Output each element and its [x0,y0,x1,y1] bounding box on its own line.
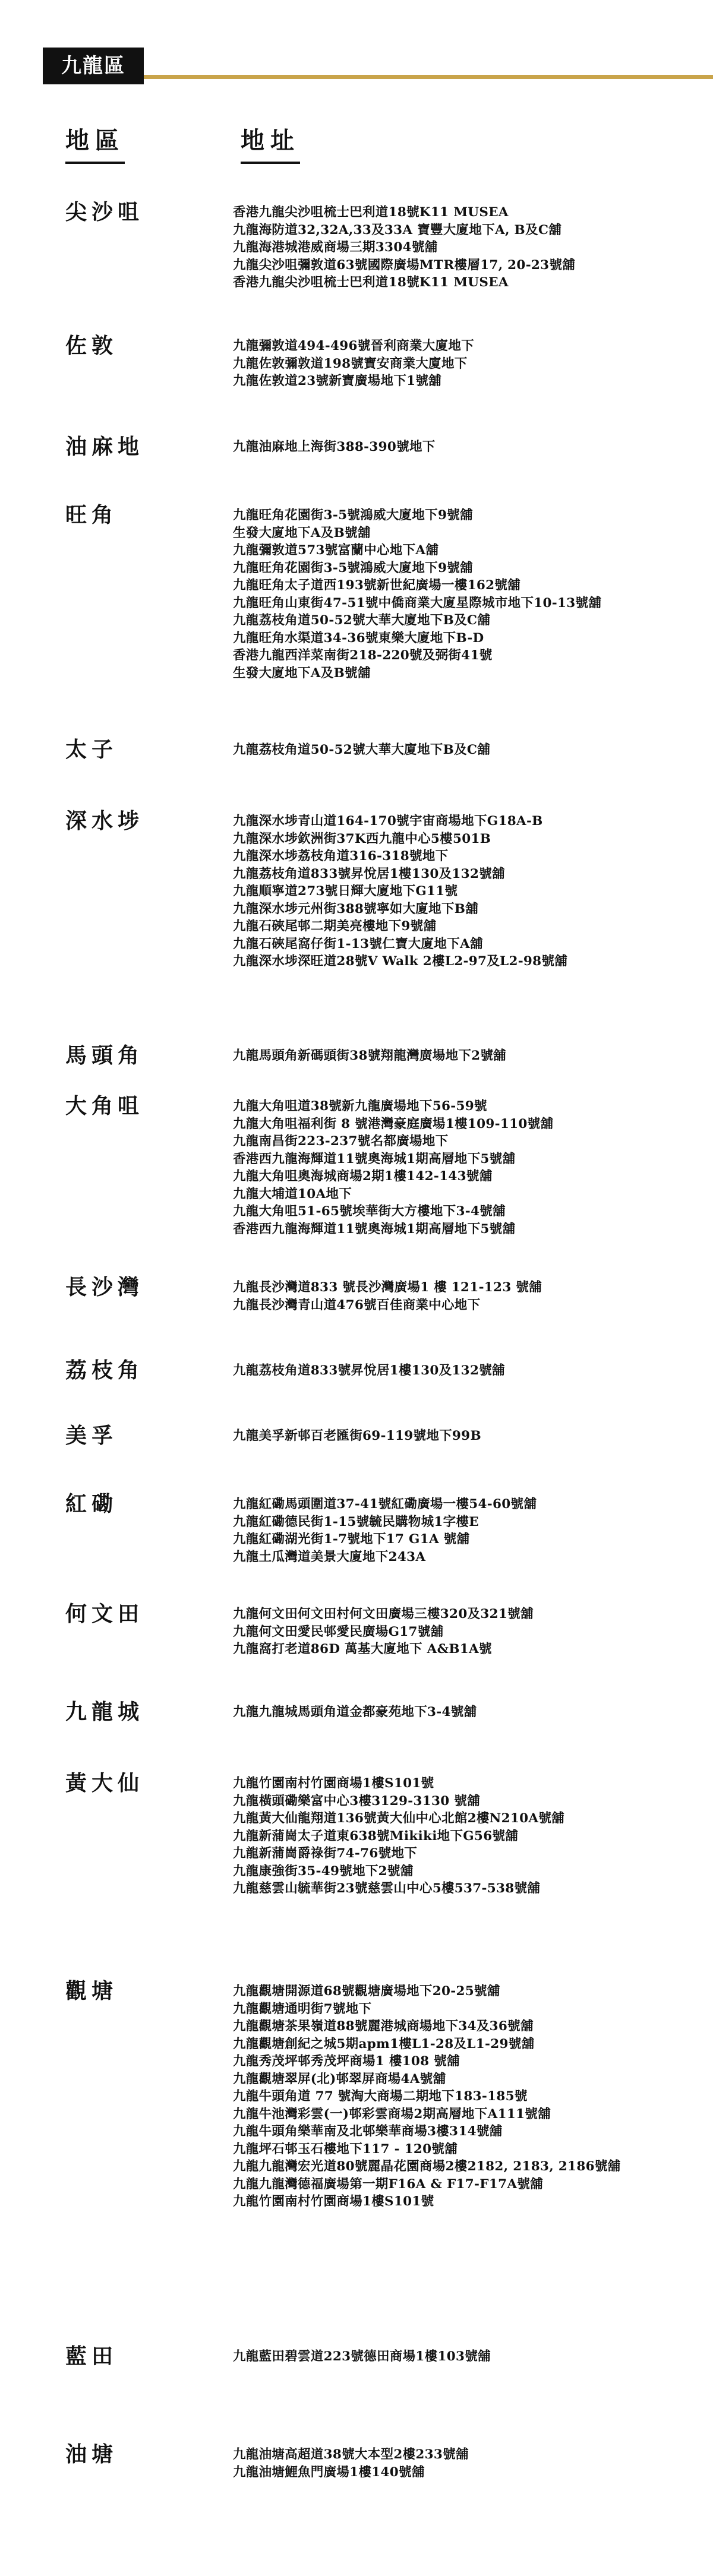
address-line: 九龍牛池灣彩雲(一)邨彩雲商場2期高層地下A111號舖 [233,2106,551,2122]
address-line: 九龍藍田碧雲道223號德田商場1樓103號舖 [233,2349,491,2364]
address-list [233,1098,696,1238]
address-line: 九龍荔枝角道833號昇悅居1樓130及132號舖 [233,866,505,881]
address-line: 九龍大埔道10A地下 [233,1186,352,1202]
address-list [233,1775,696,1898]
address-line: 九龍康強街35-49號地下2號舖 [233,1863,414,1879]
district-name: 佐敦 [65,333,118,358]
address-line: 九龍長沙灣道833 號長沙灣廣場1 樓 121-123 號舖 [233,1280,542,1295]
address-line: 九龍深水埗青山道164-170號宇宙商場地下G18A-B [233,814,543,829]
address-list [233,2348,696,2366]
address-line: 九龍油麻地上海街388-390號地下 [233,440,436,454]
district-name: 尖沙咀 [65,200,144,225]
address-line: 九龍橫頭磡樂富中心3樓3129-3130 號舖 [233,1793,480,1809]
address-line: 九龍竹園南村竹園商場1樓S101號 [233,2194,434,2209]
district-name: 何文田 [65,1601,144,1626]
address-line: 九龍紅磡湖光街1-7號地下17 G1A 號舖 [233,1532,470,1547]
region-divider-line [144,75,713,79]
address-line: 九龍九龍城馬頭角道金都豪苑地下3-4號舖 [233,1705,477,1720]
address-line: 九龍深水埗欽洲街37K西九龍中心5樓501B [233,831,491,846]
column-header-address [241,122,300,163]
district-name: 美孚 [65,1423,118,1448]
region-title: 九龍區 [43,48,144,84]
address-list [233,1496,696,1566]
district-name: 旺角 [65,502,118,527]
address-line: 生發大廈地下A及B號舖 [233,665,371,681]
address-line: 九龍彌敦道573號富蘭中心地下A舖 [233,543,439,558]
address-line: 九龍旺角太子道西193號新世紀廣場一樓162號舖 [233,578,520,593]
address-line: 九龍海防道32,32A,33及33A 寶豐大廈地下A, B及C舖 [233,222,562,238]
address-line: 九龍牛頭角道 77 號淘大商場二期地下183-185號 [233,2089,528,2104]
address-line: 九龍石硤尾邨二期美亮樓地下9號舖 [233,919,437,934]
district-name: 黃大仙 [65,1771,144,1796]
address-line: 九龍九龍灣德福廣場第一期F16A & F17-F17A號舖 [233,2176,543,2192]
address-line: 九龍長沙灣青山道476號百佳商業中心地下 [233,1297,481,1313]
address-line: 九龍紅磡德民街1-15號毓民購物城1字樓E [233,1514,479,1529]
address-list [233,1279,696,1314]
district-name: 藍田 [65,2344,118,2369]
address-line: 九龍黃大仙龍翔道136號黃大仙中心北館2樓N210A號舖 [233,1811,564,1826]
address-line: 九龍大角咀道38號新九龍廣場地下56-59號 [233,1099,487,1114]
region-header-bar [43,48,713,84]
address-line: 九龍南昌街223-237號名都廣場地下 [233,1134,449,1149]
address-line: 九龍深水埗元州街388號寧如大廈地下B舖 [233,901,479,916]
address-line: 香港西九龍海輝道11號奧海城1期高層地下5號舖 [233,1221,516,1237]
address-list [233,1983,696,2211]
address-line: 九龍海港城港威商場三期3304號舖 [233,240,438,255]
district-name: 深水埗 [65,808,144,833]
address-line: 九龍石硤尾窩仔街1-13號仁寶大廈地下A舖 [233,936,483,952]
address-line: 九龍大角咀奧海城商場2期1樓142-143號舖 [233,1169,493,1184]
address-line: 九龍旺角水渠道34-36號東樂大廈地下B-D [233,630,484,646]
address-line: 九龍尖沙咀彌敦道63號國際廣場MTR樓層17, 20-23號舖 [233,257,576,273]
address-list [233,1427,696,1445]
address-list [233,1047,696,1065]
address-line: 九龍何文田何文田村何文田廣場三樓320及321號舖 [233,1607,534,1622]
column-header-district [65,122,125,163]
district-name: 馬頭角 [65,1043,144,1068]
address-line: 香港九龍西洋菜南街218-220號及弼街41號 [233,648,493,663]
address-line: 九龍荔枝角道50-52號大華大廈地下B及C舖 [233,613,491,628]
address-line: 九龍油塘鯉魚門廣場1樓140號舖 [233,2464,425,2480]
address-list [233,813,696,971]
address-line: 九龍旺角山東街47-51號中僑商業大廈星際城市地下10-13號舖 [233,595,602,611]
address-list [233,741,696,759]
address-line: 九龍牛頭角樂華南及北邨樂華商場3樓314號舖 [233,2124,503,2139]
address-line: 九龍觀塘翠屏(北)邨翠屏商場4A號舖 [233,2071,446,2087]
district-name: 荔枝角 [65,1358,144,1383]
address-line: 九龍觀塘開源道68號觀塘廣場地下20-25號舖 [233,1984,500,1999]
address-line: 九龍大角咀51-65號埃華街大方樓地下3-4號舖 [233,1204,506,1219]
address-header-label: 地址 [241,122,300,164]
address-list [233,337,696,390]
address-line: 九龍旺角花園街3-5號鴻威大廈地下9號舖 [233,560,473,576]
address-line: 九龍佐敦彌敦道198號寶安商業大廈地下 [233,356,468,371]
address-line: 九龍何文田愛民邨愛民廣場G17號舖 [233,1624,444,1639]
district-name: 大角咀 [65,1093,144,1118]
address-line: 九龍深水埗深旺道28號V Walk 2樓L2-97及L2-98號舖 [233,954,568,969]
district-name: 太子 [65,737,118,762]
address-line: 九龍美孚新邨百老匯街69-119號地下99B [233,1428,481,1443]
address-line: 九龍竹園南村竹園商場1樓S101號 [233,1776,434,1791]
address-line: 九龍新蒲崗太子道東638號Mikiki地下G56號舖 [233,1828,519,1844]
address-line: 香港九龍尖沙咀梳士巴利道18號K11 MUSEA [233,275,509,290]
address-list [233,1362,696,1380]
address-list [233,2446,696,2481]
district-name: 紅磡 [65,1491,118,1516]
district-name: 油麻地 [65,434,144,459]
district-header-label: 地區 [65,122,125,164]
address-line: 九龍新蒲崗爵祿街74-76號地下 [233,1846,418,1861]
address-line: 九龍土瓜灣道美景大廈地下243A [233,1549,426,1564]
address-line: 九龍觀塘通明街7號地下 [233,2001,372,2016]
address-line: 九龍觀塘創紀之城5期apm1樓L1-28及L1-29號舖 [233,2036,535,2052]
address-line: 九龍荔枝角道50-52號大華大廈地下B及C舖 [233,742,491,757]
district-name: 九龍城 [65,1699,144,1724]
address-line: 九龍佐敦道23號新寶廣場地下1號舖 [233,374,441,388]
address-line: 九龍坪石邨玉石樓地下117 - 120號舖 [233,2141,458,2157]
address-line: 九龍旺角花園街3-5號鴻威大廈地下9號舖 [233,508,473,523]
district-name: 油塘 [65,2442,118,2467]
address-list [233,1605,696,1658]
address-line: 生發大廈地下A及B號舖 [233,525,371,541]
address-line: 九龍馬頭角新碼頭街38號翔龍灣廣場地下2號舖 [233,1048,506,1063]
address-line: 九龍大角咀福利街 8 號港灣豪庭廣場1樓109-110號舖 [233,1116,554,1131]
address-line: 九龍荔枝角道833號昇悅居1樓130及132號舖 [233,1363,505,1378]
address-list [233,204,696,292]
address-list [233,1703,696,1721]
address-line: 香港西九龍海輝道11號奧海城1期高層地下5號舖 [233,1151,516,1167]
address-line: 九龍彌敦道494-496號晉利商業大廈地下 [233,339,474,353]
address-line: 九龍深水埗荔枝角道316-318號地下 [233,849,449,864]
address-line: 九龍窩打老道86D 萬基大廈地下 A&B1A號 [233,1642,492,1657]
district-name: 觀塘 [65,1978,118,2003]
address-line: 九龍順寧道273號日輝大廈地下G11號 [233,884,458,899]
address-line: 九龍慈雲山毓華街23號慈雲山中心5樓537-538號舖 [233,1881,541,1896]
address-line: 九龍九龍灣宏光道80號麗晶花園商場2樓2182, 2183, 2186號舖 [233,2159,621,2174]
address-line: 九龍油塘高超道38號大本型2樓233號舖 [233,2447,469,2462]
address-line: 香港九龍尖沙咀梳士巴利道18號K11 MUSEA [233,205,509,220]
address-list [233,438,696,456]
address-line: 九龍秀茂坪邨秀茂坪商場1 樓108 號舖 [233,2054,460,2069]
district-name: 長沙灣 [65,1275,144,1300]
address-list [233,507,696,682]
address-line: 九龍觀塘茶果嶺道88號麗港城商場地下34及36號舖 [233,2019,534,2034]
address-line: 九龍紅磡馬頭圍道37-41號紅磡廣場一樓54-60號舖 [233,1497,537,1512]
